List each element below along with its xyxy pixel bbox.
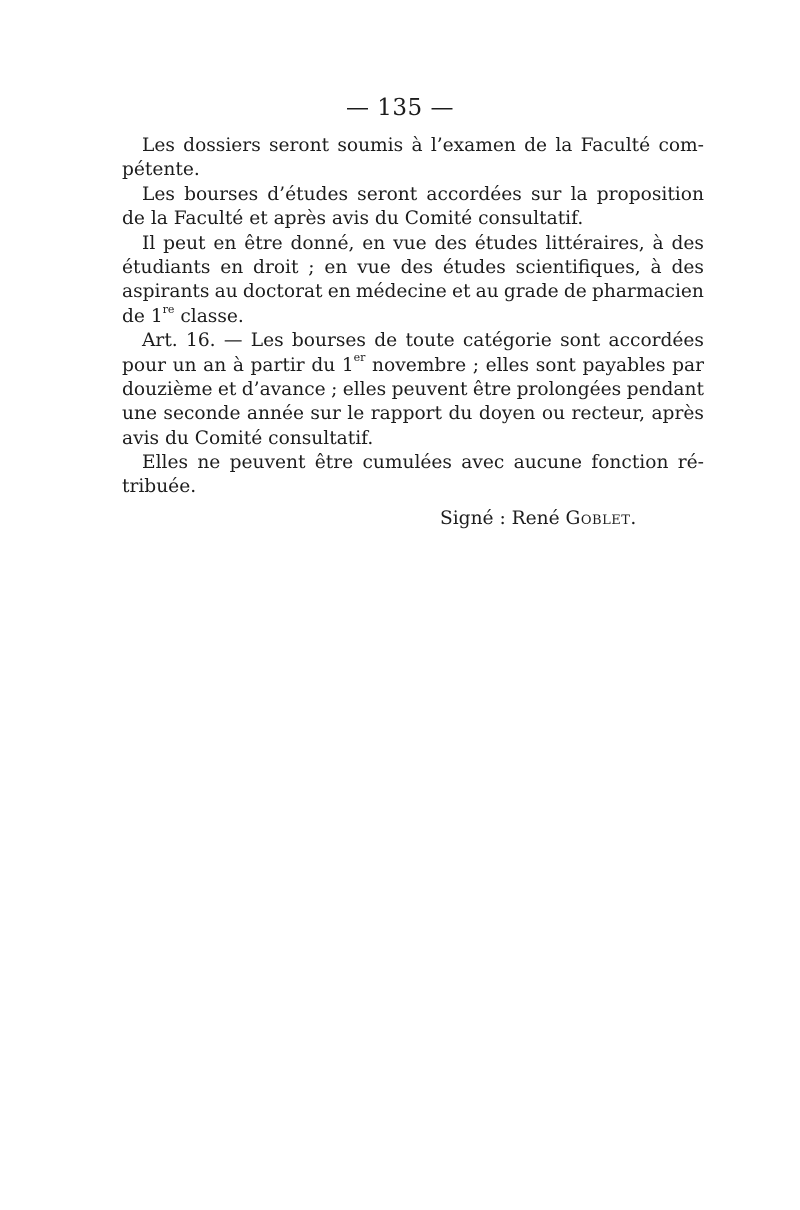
word: études: [442, 256, 506, 278]
word: douzième: [122, 378, 213, 400]
word: ;: [472, 354, 480, 376]
word: ne: [197, 452, 221, 474]
word: Faculté: [580, 135, 651, 156]
word: en: [213, 232, 237, 254]
word: doyen: [478, 403, 536, 425]
word: au: [475, 281, 499, 303]
body-text: [122, 134, 704, 500]
word: ré-: [677, 452, 704, 474]
word: et: [451, 281, 471, 303]
word: scientifiques,: [515, 256, 641, 278]
text-line: [122, 280, 704, 304]
word: droit: [253, 256, 299, 278]
word: rapport: [370, 403, 443, 425]
word: sont: [535, 354, 576, 376]
word: en: [327, 281, 351, 303]
text-line: [122, 427, 704, 451]
word: d’études: [267, 183, 348, 205]
text-line: [122, 232, 704, 256]
word: seconde: [163, 403, 241, 425]
word: vue: [393, 232, 427, 254]
word: dossiers: [183, 135, 261, 156]
word: bourses: [291, 330, 366, 352]
text-line: [122, 402, 704, 426]
word: recteur,: [571, 403, 646, 425]
superscript: re: [162, 302, 175, 316]
word: pour: [122, 354, 166, 376]
word: donné,: [290, 232, 355, 254]
word: au: [214, 281, 238, 303]
line-text: de 1re classe.: [122, 302, 244, 327]
word: accordées: [426, 183, 522, 205]
word: en: [324, 256, 348, 278]
word: une: [122, 403, 157, 425]
line-text: pétente.: [122, 159, 200, 181]
word: étudiants: [122, 256, 211, 278]
word: doctorat: [242, 281, 323, 303]
word: avec: [461, 452, 505, 474]
word: de: [563, 281, 587, 303]
text-line: [122, 302, 704, 329]
word: pharmacien: [591, 281, 704, 303]
text-line: [122, 134, 704, 158]
page-number: — 135 —: [345, 95, 455, 121]
word: aucune: [513, 452, 583, 474]
word: des: [671, 232, 704, 254]
word: ou: [541, 403, 566, 425]
word: payables: [582, 354, 666, 376]
word: partir: [250, 354, 305, 376]
word: en: [362, 232, 386, 254]
text-line: [122, 158, 704, 182]
word: être: [244, 232, 283, 254]
word: Il: [142, 232, 156, 254]
word: fonction: [591, 452, 669, 474]
word: études: [474, 232, 538, 254]
word: à: [411, 135, 423, 156]
signature-suffix: .: [630, 508, 637, 529]
word: sur: [531, 183, 562, 205]
text-line: [122, 183, 704, 207]
word: des: [400, 256, 434, 278]
word: seront: [269, 135, 330, 156]
word: elles: [485, 354, 530, 376]
word: toute: [405, 330, 455, 352]
word: catégorie: [462, 330, 552, 352]
word: sont: [560, 330, 601, 352]
word: soumis: [337, 135, 404, 156]
text-line: [122, 329, 704, 353]
word: le: [347, 403, 365, 425]
word: la: [570, 183, 588, 205]
word: par: [672, 354, 704, 376]
signature: [440, 507, 636, 531]
text-line: [122, 256, 704, 280]
text-line: [122, 475, 704, 499]
word: —: [223, 330, 243, 352]
word: littéraires,: [545, 232, 645, 254]
superscript: er: [353, 351, 366, 365]
word: vue: [357, 256, 391, 278]
word: être: [314, 452, 354, 474]
word: à: [232, 354, 244, 376]
word: Les: [142, 183, 175, 205]
word: sur: [310, 403, 341, 425]
word: Art.: [142, 330, 178, 352]
word: grade: [503, 281, 559, 303]
word: ;: [331, 378, 338, 400]
word: cumulées: [362, 452, 452, 474]
word: peuvent: [229, 452, 306, 474]
line-text: de la Faculté et après avis du Comité consultatif.: [122, 208, 584, 230]
word: pendant: [626, 378, 704, 400]
word: peut: [163, 232, 206, 254]
word: novembre: [372, 354, 467, 376]
word: un: [172, 354, 197, 376]
word: des: [434, 232, 467, 254]
word: à: [650, 256, 662, 278]
word: à: [652, 232, 664, 254]
word: d’avance: [241, 378, 326, 400]
text-line: [122, 351, 704, 378]
text-line: [122, 207, 704, 231]
word: accordées: [608, 330, 704, 352]
word: du: [448, 403, 473, 425]
text-line: [122, 378, 704, 402]
word: année: [246, 403, 304, 425]
word: être: [472, 378, 512, 400]
word: aspirants: [122, 281, 210, 303]
word: peuvent: [391, 378, 468, 400]
word: prolongées: [516, 378, 622, 400]
word: seront: [357, 183, 418, 205]
word: proposition: [596, 183, 704, 205]
word: an: [203, 354, 227, 376]
word: ;: [308, 256, 315, 278]
word: du: [311, 354, 336, 376]
word: bourses: [184, 183, 259, 205]
word: Les: [142, 135, 175, 156]
word: l’examen: [430, 135, 516, 156]
text-line: [122, 451, 704, 475]
word: des: [671, 256, 704, 278]
word: 1er: [341, 351, 366, 376]
word: la: [555, 135, 573, 156]
word: de: [524, 135, 548, 156]
signature-prefix: Signé : René: [440, 508, 566, 529]
word: com-: [658, 135, 704, 156]
word: elles: [342, 378, 387, 400]
word: et: [217, 378, 237, 400]
line-text: tribuée.: [122, 476, 197, 498]
line-text: avis du Comité consultatif.: [122, 427, 374, 449]
word: en: [220, 256, 244, 278]
word: de: [374, 330, 398, 352]
word: Les: [250, 330, 284, 352]
word: Elles: [142, 452, 189, 474]
signature-name: Goblet: [565, 508, 631, 529]
word: après: [651, 403, 704, 425]
word: médecine: [355, 281, 447, 303]
word: 16.: [185, 330, 216, 352]
